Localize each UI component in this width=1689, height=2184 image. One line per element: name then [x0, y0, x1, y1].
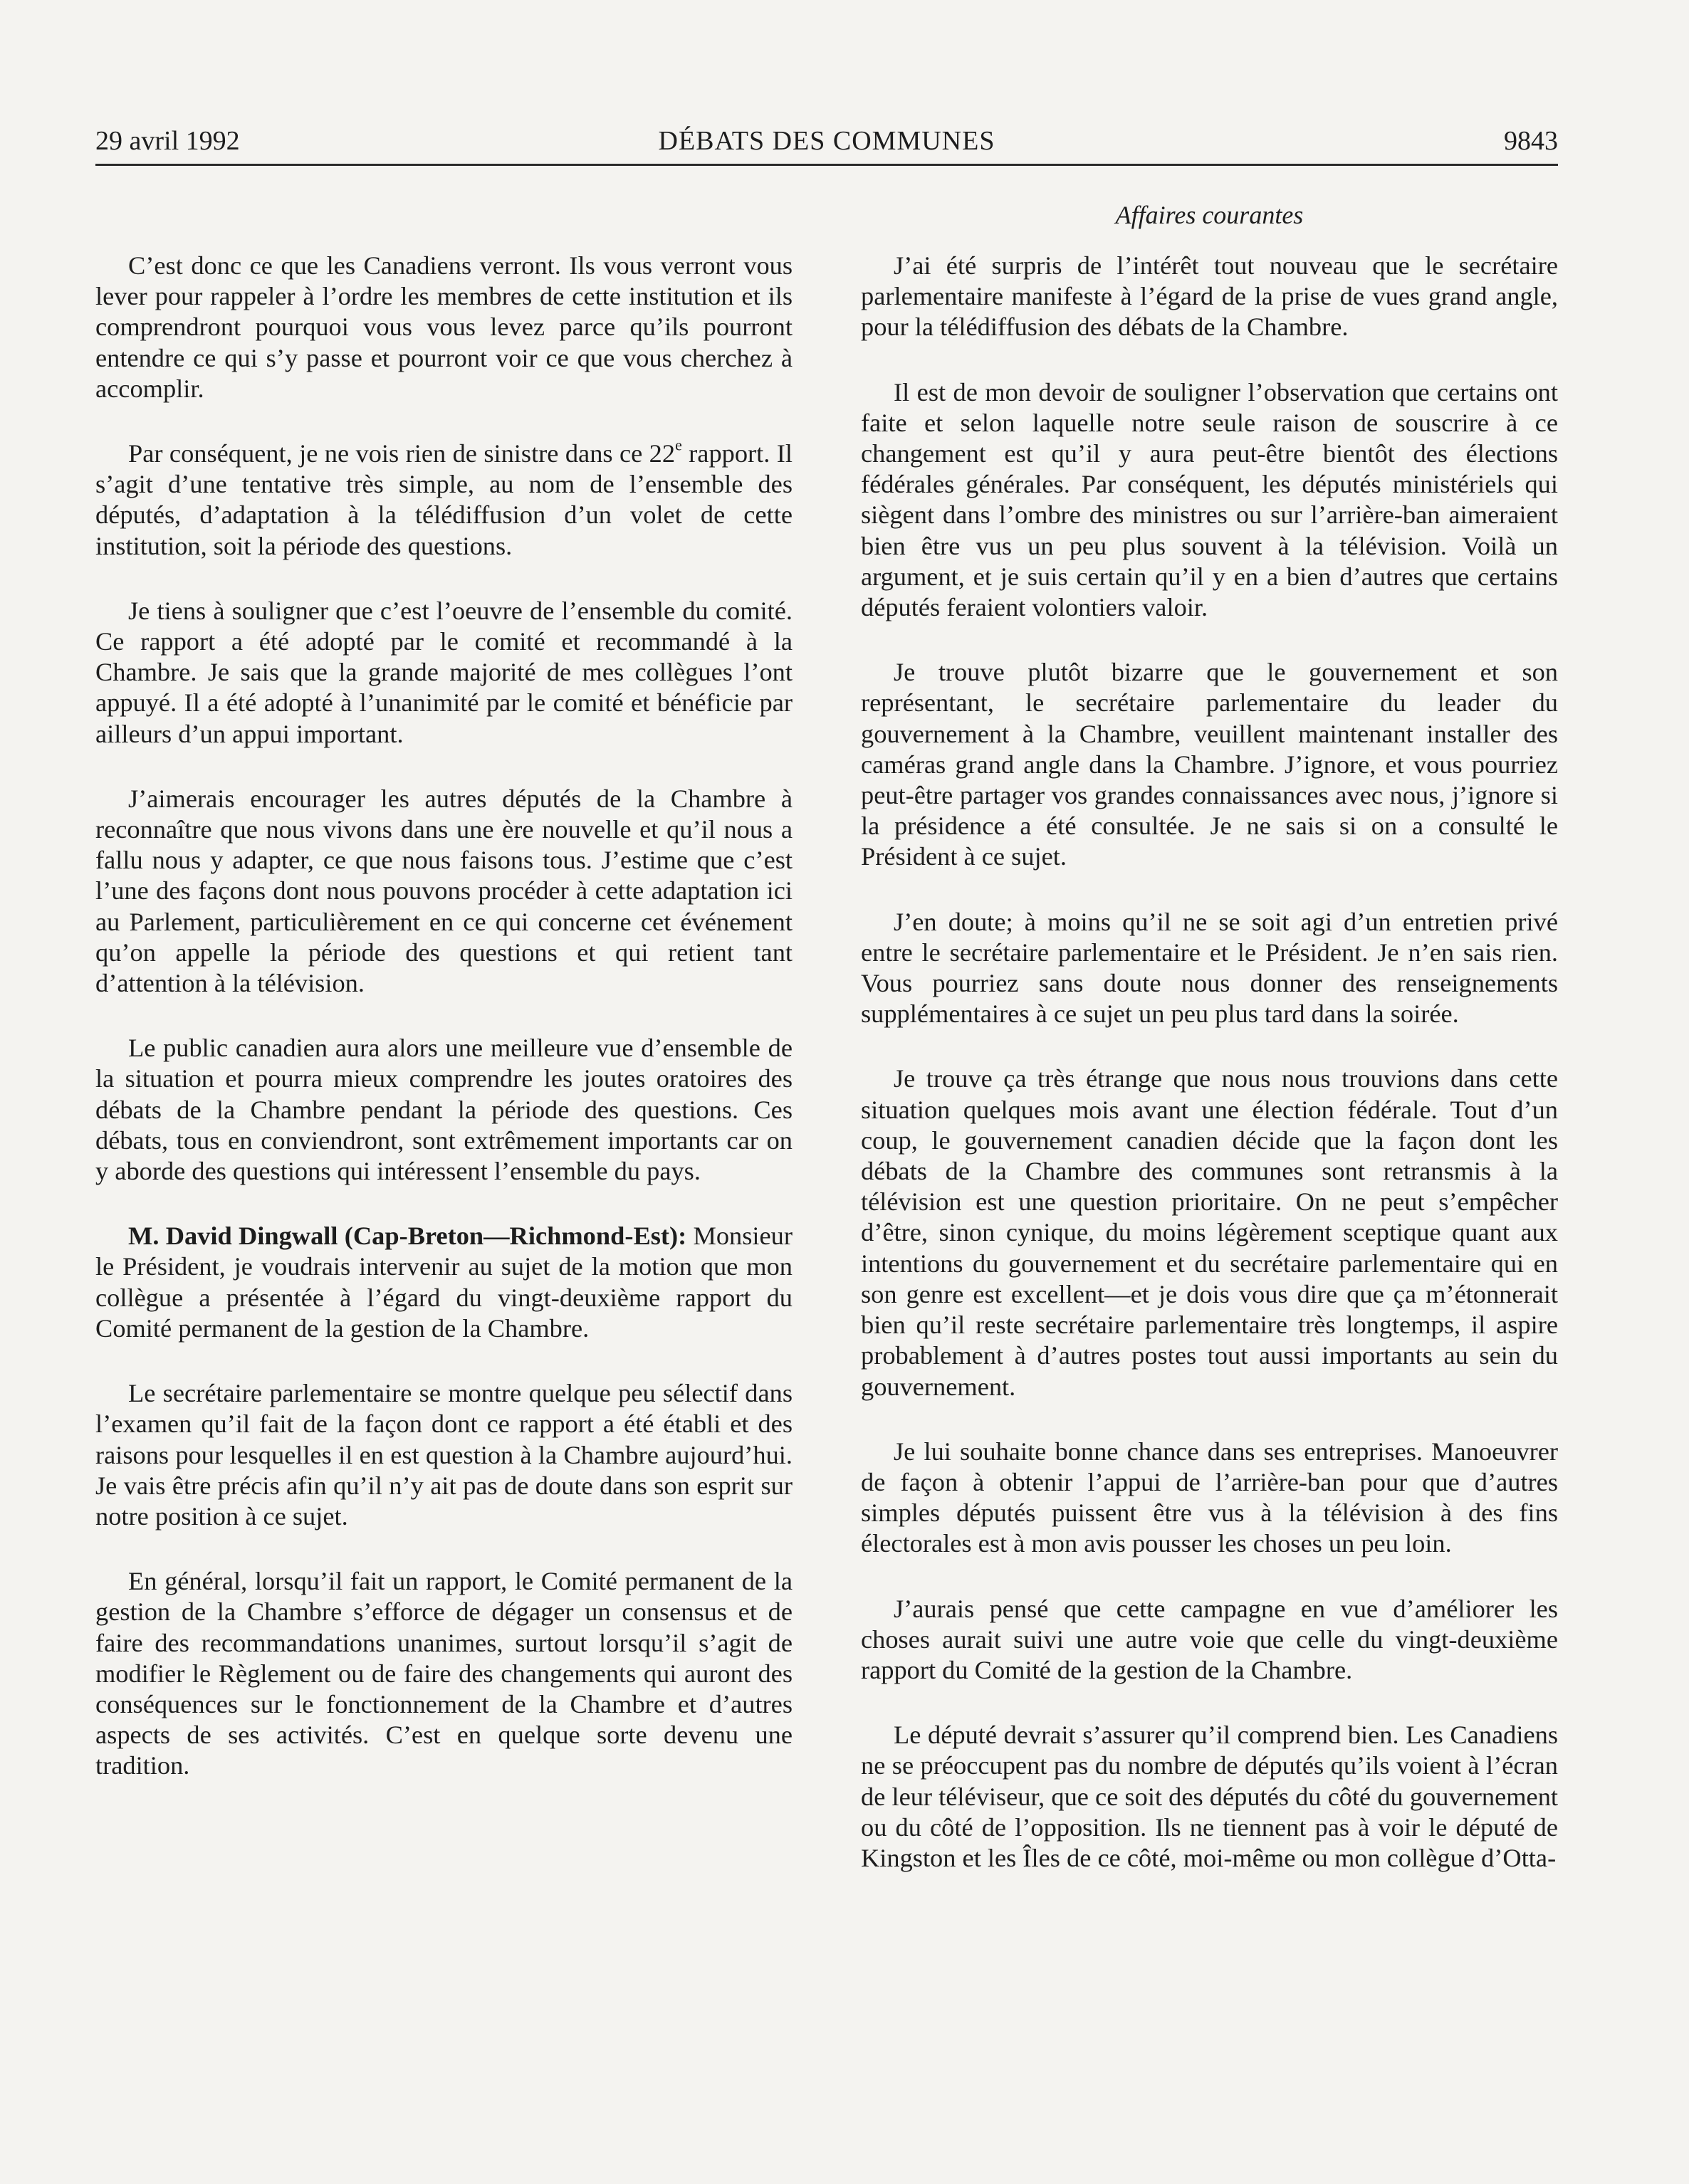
- page-number: 9843: [1504, 126, 1558, 156]
- left-column: [95, 251, 793, 1816]
- paragraph: Le député devrait s’assurer qu’il comprend bien. Les Canadiens ne se préoccupent pas du nombre de députés qu’ils voient à l’écran de leur téléviseur, que ce soit des députés du côté du gouvernement ou du côté de l’opposition. Ils ne tiennent pas à voir le député de Kingston et les Îles de ce côté, moi-même ou mon collègue d’Otta-: [861, 1721, 1558, 1872]
- paragraph: [95, 436, 793, 562]
- paragraph-text: Par conséquent, je ne vois rien de sinistre dans ce 22: [128, 439, 676, 468]
- speaker-name: M. David Dingwall (Cap-Breton—Richmond-Est):: [128, 1222, 687, 1251]
- ordinal-superscript: e: [675, 436, 682, 454]
- paragraph: En général, lorsqu’il fait un rapport, le Comité permanent de la gestion de la Chambre s’efforce de dégager un consensus et de faire des recommandations unanimes, surtout lorsqu’il s’agit de modifier le Règlement ou de faire des changements qui auront des conséquences sur le fonctionnement de la Chambre et d’autres aspects de ses activités. C’est en quelque sorte devenu une tradition.: [95, 1567, 793, 1780]
- paragraph: Je trouve plutôt bizarre que le gouvernement et son représentant, le secrétaire parlementaire du leader du gouvernement à la Chambre, veuillent maintenant installer des caméras grand angle dans la Chambre. J’ignore, et vous pourriez peut-être partager vos grandes connaissances avec nous, j’ignore si la présidence a été consultée. Je ne sais si on a consulté le Président à ce sujet.: [861, 658, 1558, 871]
- page-header: [95, 121, 1558, 166]
- paragraph-text: rapport. Il s’agit d’une tentative très simple, au nom de l’ensemble des députés, d’adaptation à la télédiffusion d’un volet de cette institution, soit la période des questions.: [95, 439, 793, 560]
- paragraph: Le secrétaire parlementaire se montre quelque peu sélectif dans l’examen qu’il fait de la façon dont ce rapport a été établi et des raisons pour lesquelles il en est question à la Chambre aujourd’hui. Je vais être précis afin qu’il n’y ait pas de doute dans son esprit sur notre position à ce sujet.: [95, 1379, 793, 1531]
- paragraph: J’aimerais encourager les autres députés de la Chambre à reconnaître que nous vivons dans une ère nouvelle et qu’il nous a fallu nous y adapter, ce que nous faisons tous. J’estime que c’est l’une des façons dont nous pouvons procéder à cette adaptation ici au Parlement, particulièrement en ce qui concerne cet événement qu’on appelle la période des questions et qui retient tant d’attention à la télévision.: [95, 784, 793, 998]
- header-title: DÉBATS DES COMMUNES: [658, 126, 995, 156]
- paragraph: J’ai été surpris de l’intérêt tout nouveau que le secrétaire parlementaire manifeste à l’égard de la prise de vues grand angle, pour la télédiffusion des débats de la Chambre.: [861, 251, 1558, 342]
- paragraph: C’est donc ce que les Canadiens verront. Ils vous verront vous lever pour rappeler à l’ordre les membres de cette institution et ils comprendront pourquoi vous vous levez parce qu’ils pourront entendre ce qui s’y passe et pourront voir ce que vous cherchez à accomplir.: [95, 251, 793, 403]
- paragraph: J’en doute; à moins qu’il ne se soit agi d’un entretien privé entre le secrétaire parlementaire et le Président. Je n’en sais rien. Vous pourriez sans doute nous donner des renseignements supplémentaires à ce sujet un peu plus tard dans la soirée.: [861, 907, 1558, 1029]
- paragraph: Je trouve ça très étrange que nous nous trouvions dans cette situation quelques mois avant une élection fédérale. Tout d’un coup, le gouvernement canadien décide que la façon dont les débats de la Chambre des communes sont retransmis à la télévision est une question prioritaire. On ne peut s’empêcher d’être, sinon cynique, du moins légèrement sceptique quant aux intentions du gouvernement et du secrétaire parlementaire qui en son genre est excellent—et je dois vous dire que ça m’étonnerait bien qu’il reste secrétaire parlementaire très longtemps, il aspire probablement à d’autres postes tout aussi importants au sein du gouvernement.: [861, 1064, 1558, 1401]
- header-date: 29 avril 1992: [95, 126, 240, 156]
- paragraph: J’aurais pensé que cette campagne en vue d’améliorer les choses aurait suivi une autre voie que celle du vingt-deuxième rapport du Comité de la gestion de la Chambre.: [861, 1594, 1558, 1684]
- paragraph: Je tiens à souligner que c’est l’oeuvre de l’ensemble du comité. Ce rapport a été adopté par le comité et recommandé à la Chambre. Je sais que la grande majorité de mes collègues l’ont appuyé. Il a été adopté à l’unanimité par le comité et bénéficie par ailleurs d’un appui important.: [95, 596, 793, 748]
- paragraph: Il est de mon devoir de souligner l’observation que certains ont faite et selon laquelle notre seule raison de souscrire à ce changement est qu’il y aura peut-être bientôt des élections fédérales générales. Par conséquent, les députés ministériels qui siègent dans l’ombre des ministres ou sur l’arrière-ban aimeraient bien être vus un peu plus souvent à la télévision. Voilà un argument, et je suis certain qu’il y en a bien d’autres que certains députés feraient volontiers valoir.: [861, 377, 1558, 622]
- paragraph: [95, 1221, 793, 1344]
- paragraph: Le public canadien aura alors une meilleure vue d’ensemble de la situation et pourra mieux comprendre les joutes oratoires des débats de la Chambre pendant la période des questions. Ces débats, tous en conviendront, sont extrêmement importants car on y aborde des questions qui intéressent l’ensemble du pays.: [95, 1034, 793, 1186]
- section-label: Affaires courantes: [1115, 201, 1304, 229]
- right-column: [861, 251, 1558, 1908]
- paragraph: Je lui souhaite bonne chance dans ses entreprises. Manoeuvrer de façon à obtenir l’appui de l’arrière-ban pour que d’autres simples députés puissent être vus à la télévision à des fins électorales est à mon avis pousser les choses un peu loin.: [861, 1437, 1558, 1558]
- paragraph-text: Monsieur le Président, je voudrais intervenir au sujet de la motion que mon collègue a présentée à l’égard du vingt-deuxième rapport du Comité permanent de la gestion de la Chambre.: [95, 1222, 793, 1343]
